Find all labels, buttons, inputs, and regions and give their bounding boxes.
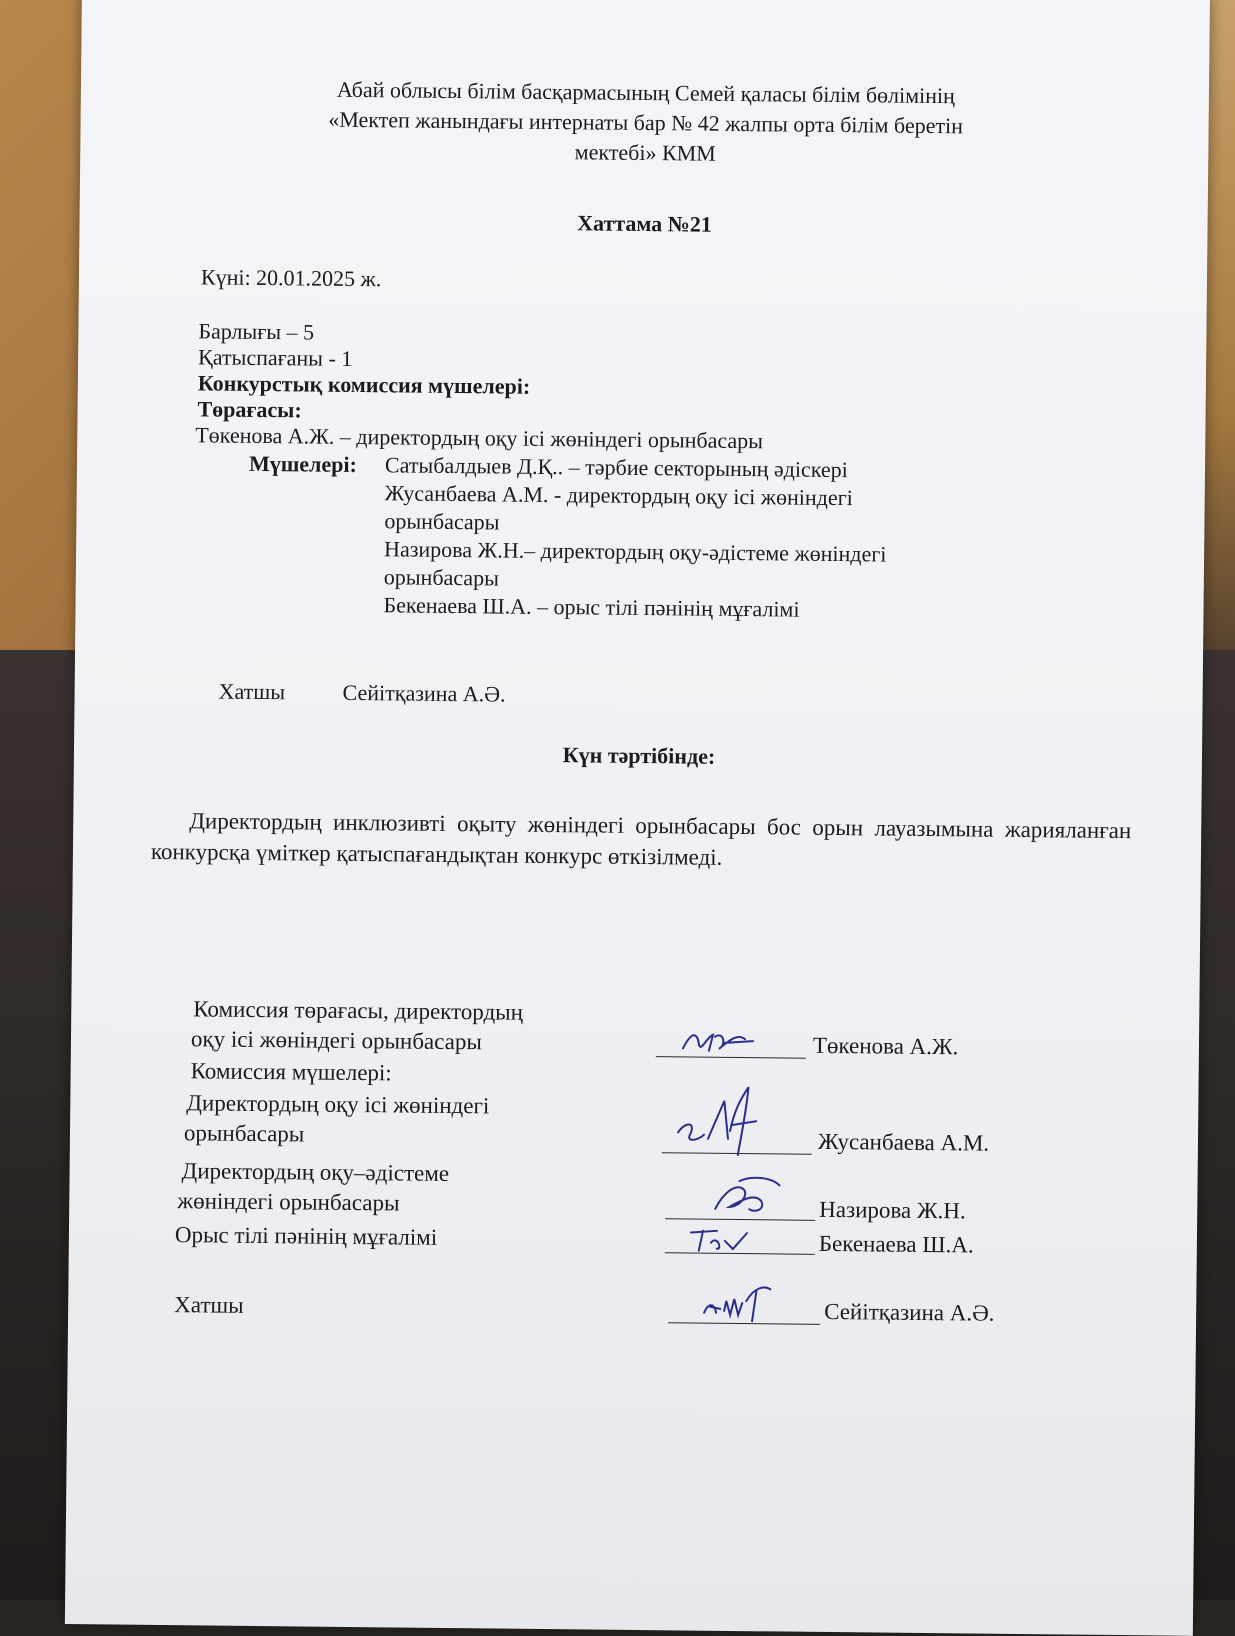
- chair-role-line-1: Комиссия төрағасы, директордың: [193, 996, 524, 1025]
- commission-heading: Конкурстық комиссия мүшелері:: [197, 370, 531, 399]
- member3-sign-name: Бекенаева Ш.А.: [818, 1230, 974, 1258]
- member-line-4: Назирова Ж.Н.– директордың оқу-әдістеме жөніндегі: [384, 536, 887, 567]
- members-heading: Мүшелері:: [248, 450, 358, 477]
- document-header: [140, 73, 1151, 174]
- member-line-6: Бекенаева Ш.А. – орыс тілі пәнінің мұғалімі: [383, 592, 800, 622]
- secretary-signature: [698, 1281, 778, 1326]
- total-count: Барлығы – 5: [198, 318, 315, 345]
- member1-role-line-2: орынбасары: [183, 1120, 305, 1147]
- secretary-name: Сейітқазина А.Ә.: [342, 679, 506, 707]
- member2-sign-name: Назирова Ж.Н.: [819, 1196, 966, 1224]
- chair-heading: Төрағасы:: [197, 396, 302, 423]
- chair-signature: [679, 1022, 759, 1059]
- member3-signature: [687, 1222, 757, 1255]
- header-line-3: мектебі» КММ: [574, 139, 716, 166]
- document-page: [65, 0, 1210, 1636]
- absent-count: Қатыспағаны - 1: [198, 344, 353, 371]
- member1-signature: [668, 1080, 769, 1161]
- header-line-1: Абай облысы білім басқармасының Семей қаласы білім бөлімінің: [336, 76, 956, 109]
- members-label: Комиссия мүшелері:: [190, 1058, 392, 1086]
- member1-role-line-1: Директордың оқу ісі жөніндегі: [186, 1090, 490, 1119]
- member-line-1: Сатыбалдыев Д.Қ.. – тәрбие секторының әдіскері: [384, 452, 848, 483]
- member2-role-line-2: жөніндегі орынбасары: [177, 1188, 400, 1216]
- secretary-label: Хатшы: [218, 678, 286, 705]
- secretary-sign-name: Сейітқазина А.Ә.: [824, 1298, 995, 1326]
- secretary-sign-label: Хатшы: [174, 1292, 244, 1318]
- document-title: Хаттама №21: [577, 210, 713, 237]
- member-line-5: орынбасары: [383, 564, 500, 591]
- member3-role: Орыс тілі пәнінің мұғалімі: [174, 1222, 438, 1250]
- chair-role-line-2: оқу ісі жөніндегі орынбасары: [190, 1026, 482, 1055]
- meeting-date: Күні: 20.01.2025 ж.: [200, 264, 382, 292]
- member-line-3: орынбасары: [384, 508, 500, 535]
- chair-sign-name: Төкенова А.Ж.: [812, 1032, 959, 1060]
- member2-signature: [709, 1173, 789, 1220]
- chair-entry: Төкенова А.Ж. – директордың оқу ісі жөніндегі орынбасары: [195, 422, 764, 454]
- agenda-heading: Күн тәртібінде:: [562, 742, 716, 769]
- agenda-text: Директордың инклюзивті оқыту жөніндегі орынбасары бос орын лауазымына жарияланған конкурсқа үміткер қатыспағандықтан конкурс өткізілмеді.: [150, 808, 1132, 870]
- member1-sign-name: Жусанбаева А.М.: [817, 1128, 990, 1156]
- header-line-2: «Мектеп жанындағы интернаты бар № 42 жалпы орта білім беретін: [328, 106, 964, 139]
- member2-role-line-1: Директордың оқу–әдістеме: [181, 1158, 450, 1187]
- member-line-2: Жусанбаева А.М. - директордың оқу ісі жөніндегі: [384, 480, 853, 511]
